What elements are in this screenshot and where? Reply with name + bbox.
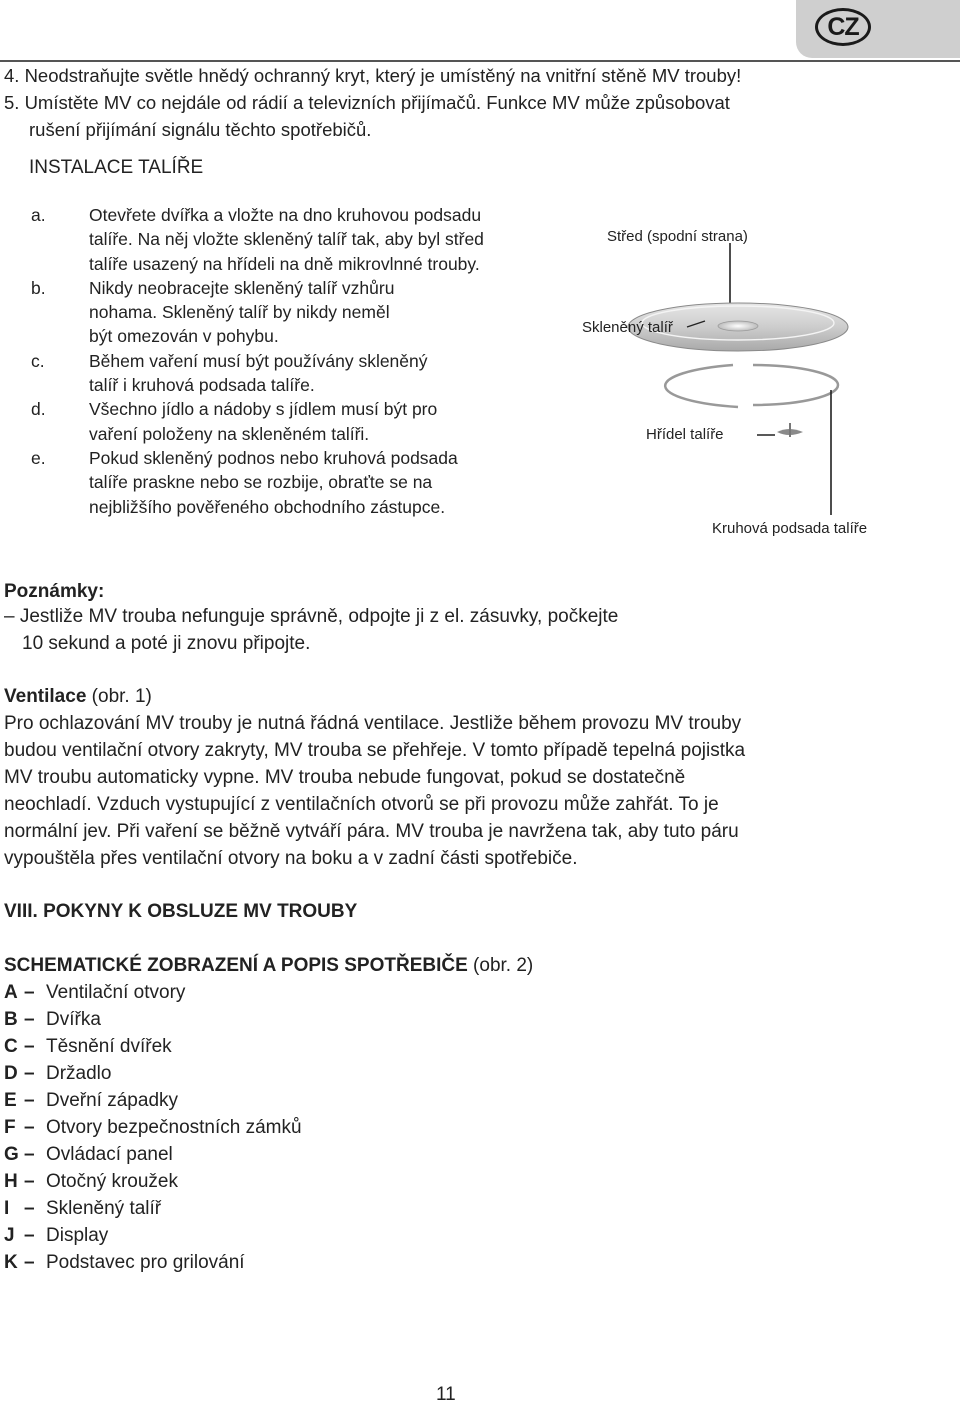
item-text: Skleněný talíř [46,1198,162,1219]
item-text: Ventilační otvory [46,982,186,1003]
item-dash: – [24,1117,35,1138]
step-a-row-2 [31,227,571,251]
step-label: b. [31,277,46,298]
item-text: Držadlo [46,1063,112,1084]
item-dash: – [24,1090,35,1111]
ventilation-line: MV troubu automaticky vypne. MV trouba nebude fungovat, pokud se dostatečně [4,767,686,788]
item-letter: F [4,1117,16,1138]
step-e-row-3 [31,495,571,519]
schematic-heading-ref: (obr. 2) [467,955,534,976]
item-dash: – [24,982,35,1003]
step-label: c. [31,350,45,371]
item-letter: A [4,982,18,1003]
schematic-item-i [4,1195,161,1222]
ventilation-line: budou ventilační otvory zakryty, MV trouba se přehřeje. V tomto případě tepelná pojistka [4,740,746,761]
ventilation-line: vypouštěla přes ventilační otvory na boku a v zadní části spotřebiče. [4,848,578,869]
item-letter: E [4,1090,17,1111]
notes-dash: – [4,606,15,627]
item-text: Podstavec pro grilování [46,1252,245,1273]
item-dash: – [24,1144,35,1165]
roller-ring-right [753,365,838,405]
item-text: Ovládací panel [46,1144,173,1165]
step-text: talíře. Na něj vložte skleněný talíř tak, aby byl střed [89,229,484,250]
schematic-item-e [4,1087,178,1114]
step-a-row-3 [31,252,571,276]
step-text: talíře praskne nebo se rozbije, obraťte se na [89,472,433,493]
item-letter: G [4,1144,19,1165]
item-text: Otvory bezpečnostních zámků [46,1117,302,1138]
step-text: Během vaření musí být používány skleněný [89,350,428,371]
schematic-item-d [4,1060,111,1087]
item-text: Dveřní západky [46,1090,179,1111]
step-text: být omezován v pohybu. [89,326,279,347]
schematic-item-c [4,1033,172,1060]
step-text: nohama. Skleněný talíř by nikdy neměl [89,302,390,323]
step-label: a. [31,205,46,225]
ventilation-line: neochladí. Vzduch vystupující z ventilačních otvorů se při provozu může zahřát. To je [4,794,719,815]
item-letter: I [4,1198,10,1219]
step-text: Otevřete dvířka a vložte na dno kruhovou podsadu [89,205,482,225]
step-text: vaření položeny na skleněném talíři. [89,423,370,444]
language-badge: CZ [815,8,871,46]
step-label: e. [31,447,46,468]
intro-item-4: 4. Neodstraňujte světle hnědý ochranný kryt, který je umístěný na vnitřní stěně MV trouby! [4,65,742,86]
step-text: talíř i kruhová podsada talíře. [89,375,315,396]
notes-text-1: Jestliže MV trouba nefunguje správně, odpojte ji z el. zásuvky, počkejte [19,606,619,627]
schematic-item-k [4,1249,245,1276]
intro-item-5: 5. Umístěte MV co nejdále od rádií a televizních přijímačů. Funkce MV může způsobovat [4,92,730,113]
step-a-row-1 [31,203,571,227]
item-dash: – [24,1036,35,1057]
step-c-row-2 [31,373,571,397]
intro-item-5-cont: rušení přijímání signálu těchto spotřebičů. [29,119,372,140]
item-letter: H [4,1171,18,1192]
item-dash: – [24,1225,35,1246]
ventilation-heading-ref: (obr. 1) [86,686,152,707]
step-text: talíře usazený na hřídeli na dně mikrovlnné trouby. [89,253,480,274]
item-letter: J [4,1225,15,1246]
roller-ring-left [665,365,738,407]
diagram-center-label: Střed (spodní strana) [607,228,748,245]
step-d-row-1 [31,397,571,421]
item-letter: D [4,1063,18,1084]
ventilation-heading-bold: Ventilace [4,686,87,707]
diagram-plate-label: Skleněný talíř [582,319,673,336]
schematic-item-g [4,1141,173,1168]
step-b-row-2 [31,300,571,324]
notes-heading: Poznámky: [4,581,105,602]
step-text: Všechno jídlo a nádoby s jídlem musí být pro [89,399,438,420]
ventilation-heading [4,683,152,710]
schematic-heading [4,952,533,979]
schematic-item-h [4,1168,178,1195]
step-e-row-2 [31,470,571,494]
step-c-row-1 [31,349,571,373]
schematic-item-a [4,979,185,1006]
glass-plate-center [718,321,758,331]
step-label: d. [31,399,46,420]
step-d-row-2 [31,422,571,446]
ventilation-line: normální jev. Při vaření se běžně vytváří pára. MV trouba je navržena tak, aby tuto páru [4,821,739,842]
item-letter: B [4,1009,18,1030]
step-text: Pokud skleněný podnos nebo kruhová podsada [89,447,458,468]
section-title: VIII. POKYNY K OBSLUZE MV TROUBY [4,901,358,922]
item-letter: K [4,1252,18,1273]
item-text: Otočný kroužek [46,1171,178,1192]
item-letter: C [4,1036,18,1057]
install-heading: INSTALACE TALÍŘE [29,157,204,178]
step-b-row-3 [31,324,571,348]
item-text: Těsnění dvířek [46,1036,172,1057]
schematic-heading-bold: SCHEMATICKÉ ZOBRAZENÍ A POPIS SPOTŘEBIČE [4,955,468,976]
item-text: Dvířka [46,1009,101,1030]
turntable-diagram [575,215,905,545]
schematic-item-b [4,1006,101,1033]
item-dash: – [24,1009,35,1030]
page-number: 11 [436,1384,456,1405]
item-dash: – [24,1063,35,1084]
ventilation-body [4,710,745,872]
diagram-shaft-label: Hřídel talíře [646,426,724,443]
item-dash: – [24,1171,35,1192]
step-e-row-1 [31,446,571,470]
notes-line-1 [4,603,618,630]
notes-line-2: 10 sekund a poté ji znovu připojte. [22,633,311,654]
diagram-ring-label: Kruhová podsada talíře [712,520,868,537]
item-text: Display [46,1225,109,1246]
install-steps [31,203,571,519]
step-text: Nikdy neobracejte skleněný talíř vzhůru [89,277,395,298]
item-dash: – [24,1198,35,1219]
schematic-item-f [4,1114,302,1141]
item-dash: – [24,1252,35,1273]
schematic-item-j [4,1222,108,1249]
step-b-row-1 [31,276,571,300]
step-text: nejbližšího pověřeného obchodního zástupce. [89,496,446,517]
ventilation-line: Pro ochlazování MV trouby je nutná řádná ventilace. Jestliže během provozu MV trouby [4,713,742,734]
